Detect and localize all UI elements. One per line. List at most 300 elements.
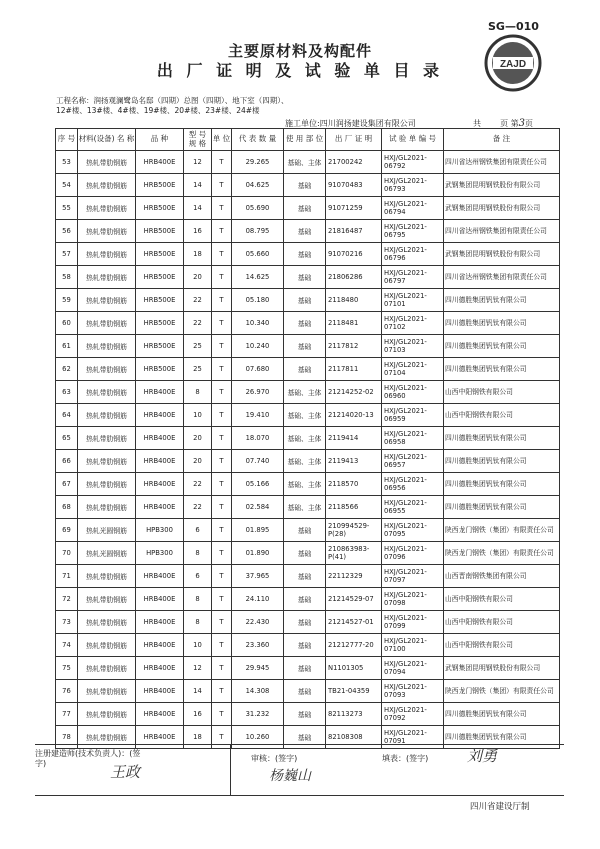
quantity-cell: 05.690 (232, 197, 284, 220)
usage-location-cell: 基础、主体 (284, 496, 326, 519)
pages-prefix: 共 (473, 119, 481, 128)
project-name: 润扬观澜鹭岛名邸（四期）总图（四期）、地下室（四期）、12#楼、13#楼、4#楼、19#楼、20#楼、23#楼、24#楼 (56, 96, 289, 115)
certificate-number-cell: 21214527-01 (326, 611, 382, 634)
column-header: 使 用 部 位 (284, 129, 326, 151)
project-label: 工程名称： (56, 96, 94, 105)
table-row (56, 703, 560, 726)
row-number-cell: 78 (56, 726, 78, 749)
grade-cell: HRB400E (136, 496, 184, 519)
quantity-cell: 01.895 (232, 519, 284, 542)
certificate-number-cell: 21816487 (326, 220, 382, 243)
spec-cell: 16 (184, 703, 212, 726)
unit-cell: T (212, 358, 232, 381)
table-row (56, 542, 560, 565)
issuer-text: 四川省建设厅制 (470, 802, 530, 812)
pages-middle: 页 第 (500, 119, 519, 128)
spec-cell: 14 (184, 174, 212, 197)
test-report-number-cell: HXJ/GL2021-07091 (382, 726, 444, 749)
certificate-number-cell: TB21-04359 (326, 680, 382, 703)
usage-location-cell: 基础、主体 (284, 381, 326, 404)
quantity-cell: 22.430 (232, 611, 284, 634)
material-name-cell: 热轧带肋钢筋 (78, 335, 136, 358)
reviewer-cell (231, 745, 371, 795)
certificate-number-cell: 21214252-02 (326, 381, 382, 404)
usage-location-cell: 基础 (284, 519, 326, 542)
remark-cell: 四川德胜集团钒钛有限公司 (444, 703, 560, 726)
material-name-cell: 热轧带肋钢筋 (78, 450, 136, 473)
unit-cell: T (212, 680, 232, 703)
row-number-cell: 54 (56, 174, 78, 197)
usage-location-cell: 基础 (284, 726, 326, 749)
test-report-number-cell: HXJ/GL2021-07098 (382, 588, 444, 611)
material-name-cell: 热轧带肋钢筋 (78, 703, 136, 726)
quantity-cell: 26.970 (232, 381, 284, 404)
engineer-signature: 王政 (110, 763, 141, 781)
material-name-cell: 热轧带肋钢筋 (78, 588, 136, 611)
certificate-number-cell: 2117811 (326, 358, 382, 381)
unit-cell: T (212, 335, 232, 358)
certificate-number-cell: 91070216 (326, 243, 382, 266)
certificate-number-cell: 2119413 (326, 450, 382, 473)
table-row (56, 450, 560, 473)
table-row (56, 381, 560, 404)
test-report-number-cell: HXJ/GL2021-07093 (382, 680, 444, 703)
usage-location-cell: 基础 (284, 542, 326, 565)
table-row (56, 565, 560, 588)
remark-cell: 四川德胜集团钒钛有限公司 (444, 312, 560, 335)
row-number-cell: 66 (56, 450, 78, 473)
preparer-cell (372, 745, 562, 795)
quantity-cell: 08.795 (232, 220, 284, 243)
material-name-cell: 热轧带肋钢筋 (78, 634, 136, 657)
quantity-cell: 37.965 (232, 565, 284, 588)
table-row (56, 358, 560, 381)
spec-cell: 22 (184, 312, 212, 335)
test-report-number-cell: HXJ/GL2021-07094 (382, 657, 444, 680)
table-row (56, 335, 560, 358)
remark-cell: 山西晋南钢铁集团有限公司 (444, 565, 560, 588)
table-row (56, 427, 560, 450)
unit-cell: T (212, 519, 232, 542)
grade-cell: HRB400E (136, 703, 184, 726)
table-row (56, 473, 560, 496)
material-name-cell: 热轧带肋钢筋 (78, 680, 136, 703)
material-name-cell: 热轧带肋钢筋 (78, 473, 136, 496)
quantity-cell: 18.070 (232, 427, 284, 450)
column-header: 序 号 (56, 129, 78, 151)
table-row (56, 588, 560, 611)
column-header: 出 厂 证 明 (326, 129, 382, 151)
grade-cell: HRB500E (136, 335, 184, 358)
row-number-cell: 72 (56, 588, 78, 611)
logo-text: ZAJD (499, 59, 527, 70)
test-report-number-cell: HXJ/GL2021-06959 (382, 404, 444, 427)
table-row (56, 680, 560, 703)
remark-cell: 山西中阳钢铁有限公司 (444, 404, 560, 427)
row-number-cell: 64 (56, 404, 78, 427)
preparer-label: 填表：(签字) (382, 754, 429, 763)
certificate-number-cell: 210994529-P(28) (326, 519, 382, 542)
spec-cell: 14 (184, 197, 212, 220)
certificate-number-cell: 2118566 (326, 496, 382, 519)
test-report-number-cell: HXJ/GL2021-06958 (382, 427, 444, 450)
certificate-number-cell: 22112329 (326, 565, 382, 588)
table-header-row (56, 129, 560, 151)
quantity-cell: 10.340 (232, 312, 284, 335)
usage-location-cell: 基础、主体 (284, 473, 326, 496)
usage-location-cell: 基础、主体 (284, 427, 326, 450)
row-number-cell: 77 (56, 703, 78, 726)
grade-cell: HRB500E (136, 289, 184, 312)
preparer-signature: 刘勇 (467, 747, 498, 765)
table-row (56, 404, 560, 427)
unit-cell: T (212, 289, 232, 312)
unit-cell: T (212, 542, 232, 565)
unit-cell: T (212, 427, 232, 450)
test-report-number-cell: HXJ/GL2021-07101 (382, 289, 444, 312)
material-name-cell: 热轧带肋钢筋 (78, 197, 136, 220)
certificate-number-cell: 210863983-P(41) (326, 542, 382, 565)
usage-location-cell: 基础 (284, 680, 326, 703)
test-report-number-cell: HXJ/GL2021-07100 (382, 634, 444, 657)
test-report-number-cell: HXJ/GL2021-06794 (382, 197, 444, 220)
certificate-number-cell: 21214020-13 (326, 404, 382, 427)
spec-cell: 8 (184, 611, 212, 634)
grade-cell: HRB500E (136, 266, 184, 289)
spec-cell: 20 (184, 427, 212, 450)
certificate-number-cell: 21212777-20 (326, 634, 382, 657)
test-report-number-cell: HXJ/GL2021-07097 (382, 565, 444, 588)
spec-cell: 14 (184, 680, 212, 703)
table-row (56, 657, 560, 680)
row-number-cell: 57 (56, 243, 78, 266)
test-report-number-cell: HXJ/GL2021-07102 (382, 312, 444, 335)
spec-cell: 25 (184, 358, 212, 381)
grade-cell: HRB400E (136, 634, 184, 657)
grade-cell: HRB500E (136, 220, 184, 243)
table-row (56, 289, 560, 312)
quantity-cell: 05.166 (232, 473, 284, 496)
column-header: 品 种 (136, 129, 184, 151)
table-row (56, 496, 560, 519)
grade-cell: HRB400E (136, 657, 184, 680)
certificate-number-cell: 91070483 (326, 174, 382, 197)
row-number-cell: 62 (56, 358, 78, 381)
usage-location-cell: 基础、主体 (284, 151, 326, 174)
column-header: 单 位 (212, 129, 232, 151)
usage-location-cell: 基础 (284, 358, 326, 381)
material-name-cell: 热轧带肋钢筋 (78, 381, 136, 404)
column-header: 代 表 数 量 (232, 129, 284, 151)
remark-cell: 四川省达州钢铁集团有限责任公司 (444, 151, 560, 174)
unit-cell: T (212, 266, 232, 289)
row-number-cell: 69 (56, 519, 78, 542)
certificate-number-cell: 82113273 (326, 703, 382, 726)
row-number-cell: 63 (56, 381, 78, 404)
remark-cell: 四川省达州钢铁集团有限责任公司 (444, 266, 560, 289)
certificate-number-cell: 21806286 (326, 266, 382, 289)
grade-cell: HRB500E (136, 358, 184, 381)
table-row (56, 611, 560, 634)
spec-cell: 20 (184, 266, 212, 289)
usage-location-cell: 基础 (284, 220, 326, 243)
project-info (56, 96, 296, 116)
grade-cell: HRB500E (136, 197, 184, 220)
material-name-cell: 热轧带肋钢筋 (78, 427, 136, 450)
spec-cell: 22 (184, 496, 212, 519)
remark-cell: 四川德胜集团钒钛有限公司 (444, 358, 560, 381)
certificate-number-cell: 2118570 (326, 473, 382, 496)
unit-cell: T (212, 381, 232, 404)
material-name-cell: 热轧带肋钢筋 (78, 611, 136, 634)
grade-cell: HRB400E (136, 381, 184, 404)
quantity-cell: 05.660 (232, 243, 284, 266)
usage-location-cell: 基础 (284, 289, 326, 312)
remark-cell: 四川德胜集团钒钛有限公司 (444, 450, 560, 473)
material-name-cell: 热轧带肋钢筋 (78, 174, 136, 197)
spec-cell: 6 (184, 565, 212, 588)
engineer-cell (35, 745, 231, 795)
usage-location-cell: 基础 (284, 611, 326, 634)
remark-cell: 四川省达州钢铁集团有限责任公司 (444, 220, 560, 243)
grade-cell: HRB400E (136, 611, 184, 634)
form-code: SG—010 (488, 20, 539, 33)
quantity-cell: 07.740 (232, 450, 284, 473)
construction-unit: 施工单位:四川润扬建设集团有限公司 (285, 119, 416, 128)
unit-cell: T (212, 174, 232, 197)
usage-location-cell: 基础 (284, 312, 326, 335)
material-name-cell: 热轧带肋钢筋 (78, 358, 136, 381)
table-row (56, 266, 560, 289)
spec-cell: 22 (184, 289, 212, 312)
reviewer-label: 审核：(签字) (251, 754, 298, 763)
usage-location-cell: 基础 (284, 266, 326, 289)
usage-location-cell: 基础、主体 (284, 450, 326, 473)
remark-cell: 四川德胜集团钒钛有限公司 (444, 427, 560, 450)
grade-cell: HRB400E (136, 588, 184, 611)
table-body (56, 151, 560, 749)
test-report-number-cell: HXJ/GL2021-07103 (382, 335, 444, 358)
usage-location-cell: 基础 (284, 197, 326, 220)
usage-location-cell: 基础 (284, 657, 326, 680)
row-number-cell: 55 (56, 197, 78, 220)
column-header: 型 号 规 格 (184, 129, 212, 151)
remark-cell: 武钢集团昆明钢铁股份有限公司 (444, 174, 560, 197)
spec-cell: 22 (184, 473, 212, 496)
certificate-number-cell: N1101305 (326, 657, 382, 680)
quantity-cell: 07.680 (232, 358, 284, 381)
reviewer-signature: 杨巍山 (269, 768, 311, 784)
material-name-cell: 热轧带肋钢筋 (78, 496, 136, 519)
row-number-cell: 76 (56, 680, 78, 703)
remark-cell: 四川德胜集团钒钛有限公司 (444, 726, 560, 749)
remark-cell: 陕西龙门钢铁（集团）有限责任公司 (444, 519, 560, 542)
spec-cell: 10 (184, 404, 212, 427)
unit-cell: T (212, 243, 232, 266)
table-row (56, 634, 560, 657)
test-report-number-cell: HXJ/GL2021-06795 (382, 220, 444, 243)
material-name-cell: 热轧带肋钢筋 (78, 266, 136, 289)
grade-cell: HRB400E (136, 151, 184, 174)
spec-cell: 10 (184, 634, 212, 657)
usage-location-cell: 基础 (284, 634, 326, 657)
signature-area (35, 744, 564, 796)
test-report-number-cell: HXJ/GL2021-06955 (382, 496, 444, 519)
remark-cell: 武钢集团昆明钢铁股份有限公司 (444, 243, 560, 266)
test-report-number-cell: HXJ/GL2021-06796 (382, 243, 444, 266)
quantity-cell: 04.625 (232, 174, 284, 197)
usage-location-cell: 基础 (284, 703, 326, 726)
test-report-number-cell: HXJ/GL2021-07095 (382, 519, 444, 542)
material-name-cell: 热轧光圆钢筋 (78, 519, 136, 542)
unit-cell: T (212, 496, 232, 519)
quantity-cell: 14.625 (232, 266, 284, 289)
material-name-cell: 热轧带肋钢筋 (78, 243, 136, 266)
unit-cell: T (212, 473, 232, 496)
material-name-cell: 热轧带肋钢筋 (78, 404, 136, 427)
remark-cell: 四川德胜集团钒钛有限公司 (444, 473, 560, 496)
material-name-cell: 热轧带肋钢筋 (78, 312, 136, 335)
materials-table (55, 128, 560, 749)
grade-cell: HRB500E (136, 312, 184, 335)
spec-cell: 12 (184, 151, 212, 174)
unit-cell: T (212, 634, 232, 657)
spec-cell: 8 (184, 588, 212, 611)
test-report-number-cell: HXJ/GL2021-06792 (382, 151, 444, 174)
grade-cell: HRB400E (136, 565, 184, 588)
table-row (56, 174, 560, 197)
unit-cell: T (212, 404, 232, 427)
row-number-cell: 65 (56, 427, 78, 450)
unit-cell: T (212, 588, 232, 611)
row-number-cell: 74 (56, 634, 78, 657)
row-number-cell: 58 (56, 266, 78, 289)
certificate-number-cell: 21700242 (326, 151, 382, 174)
table-row (56, 220, 560, 243)
table-row (56, 312, 560, 335)
usage-location-cell: 基础 (284, 243, 326, 266)
grade-cell: HRB400E (136, 473, 184, 496)
grade-cell: HRB500E (136, 243, 184, 266)
material-name-cell: 热轧带肋钢筋 (78, 151, 136, 174)
column-header: 试 验 单 编 号 (382, 129, 444, 151)
remark-cell: 武钢集团昆明钢铁股份有限公司 (444, 657, 560, 680)
spec-cell: 8 (184, 542, 212, 565)
remark-cell: 陕西龙门钢铁（集团）有限责任公司 (444, 680, 560, 703)
page-current: 3 (518, 118, 526, 129)
quantity-cell: 29.265 (232, 151, 284, 174)
column-header: 备 注 (444, 129, 560, 151)
usage-location-cell: 基础 (284, 565, 326, 588)
row-number-cell: 61 (56, 335, 78, 358)
test-report-number-cell: HXJ/GL2021-06956 (382, 473, 444, 496)
grade-cell: HRB500E (136, 174, 184, 197)
unit-cell: T (212, 151, 232, 174)
grade-cell: HRB400E (136, 680, 184, 703)
remark-cell: 山西中阳钢铁有限公司 (444, 634, 560, 657)
usage-location-cell: 基础 (284, 174, 326, 197)
usage-location-cell: 基础 (284, 335, 326, 358)
unit-cell: T (212, 657, 232, 680)
quantity-cell: 29.945 (232, 657, 284, 680)
usage-location-cell: 基础 (284, 588, 326, 611)
test-report-number-cell: HXJ/GL2021-06797 (382, 266, 444, 289)
certificate-number-cell: 2118481 (326, 312, 382, 335)
certificate-number-cell: 2118480 (326, 289, 382, 312)
material-name-cell: 热轧光圆钢筋 (78, 542, 136, 565)
certificate-number-cell: 82108308 (326, 726, 382, 749)
remark-cell: 山西中阳钢铁有限公司 (444, 611, 560, 634)
grade-cell: HRB400E (136, 450, 184, 473)
remark-cell: 四川德胜集团钒钛有限公司 (444, 289, 560, 312)
spec-cell: 18 (184, 243, 212, 266)
row-number-cell: 71 (56, 565, 78, 588)
certificate-number-cell: 21214529-07 (326, 588, 382, 611)
spec-cell: 18 (184, 726, 212, 749)
test-report-number-cell: HXJ/GL2021-07099 (382, 611, 444, 634)
quantity-cell: 19.410 (232, 404, 284, 427)
unit-cell: T (212, 703, 232, 726)
test-report-number-cell: HXJ/GL2021-07096 (382, 542, 444, 565)
quantity-cell: 31.232 (232, 703, 284, 726)
spec-cell: 6 (184, 519, 212, 542)
pages-suffix: 页 (525, 119, 534, 128)
quantity-cell: 10.260 (232, 726, 284, 749)
test-report-number-cell: HXJ/GL2021-06957 (382, 450, 444, 473)
spec-cell: 12 (184, 657, 212, 680)
table-row (56, 243, 560, 266)
row-number-cell: 59 (56, 289, 78, 312)
material-name-cell: 热轧带肋钢筋 (78, 726, 136, 749)
quantity-cell: 01.890 (232, 542, 284, 565)
test-report-number-cell: HXJ/GL2021-06960 (382, 381, 444, 404)
row-number-cell: 70 (56, 542, 78, 565)
row-number-cell: 75 (56, 657, 78, 680)
usage-location-cell: 基础、主体 (284, 404, 326, 427)
quantity-cell: 02.584 (232, 496, 284, 519)
material-name-cell: 热轧带肋钢筋 (78, 289, 136, 312)
certificate-number-cell: 2119414 (326, 427, 382, 450)
table-row (56, 519, 560, 542)
spec-cell: 25 (184, 335, 212, 358)
remark-cell: 山西中阳钢铁有限公司 (444, 381, 560, 404)
quantity-cell: 14.308 (232, 680, 284, 703)
row-number-cell: 53 (56, 151, 78, 174)
quantity-cell: 24.110 (232, 588, 284, 611)
test-report-number-cell: HXJ/GL2021-07092 (382, 703, 444, 726)
row-number-cell: 56 (56, 220, 78, 243)
quantity-cell: 05.180 (232, 289, 284, 312)
unit-cell: T (212, 220, 232, 243)
row-number-cell: 60 (56, 312, 78, 335)
unit-cell: T (212, 726, 232, 749)
unit-cell: T (212, 565, 232, 588)
column-header: 材料(设备) 名 称 (78, 129, 136, 151)
row-number-cell: 67 (56, 473, 78, 496)
title-line-1: 主要原材料及构配件 (227, 42, 372, 60)
remark-cell: 武钢集团昆明钢铁股份有限公司 (444, 197, 560, 220)
spec-cell: 8 (184, 381, 212, 404)
unit-cell: T (212, 312, 232, 335)
unit-cell: T (212, 197, 232, 220)
table-row (56, 197, 560, 220)
material-name-cell: 热轧带肋钢筋 (78, 565, 136, 588)
grade-cell: HPB300 (136, 542, 184, 565)
grade-cell: HPB300 (136, 519, 184, 542)
table-row (56, 151, 560, 174)
quantity-cell: 23.360 (232, 634, 284, 657)
remark-cell: 四川德胜集团钒钛有限公司 (444, 496, 560, 519)
